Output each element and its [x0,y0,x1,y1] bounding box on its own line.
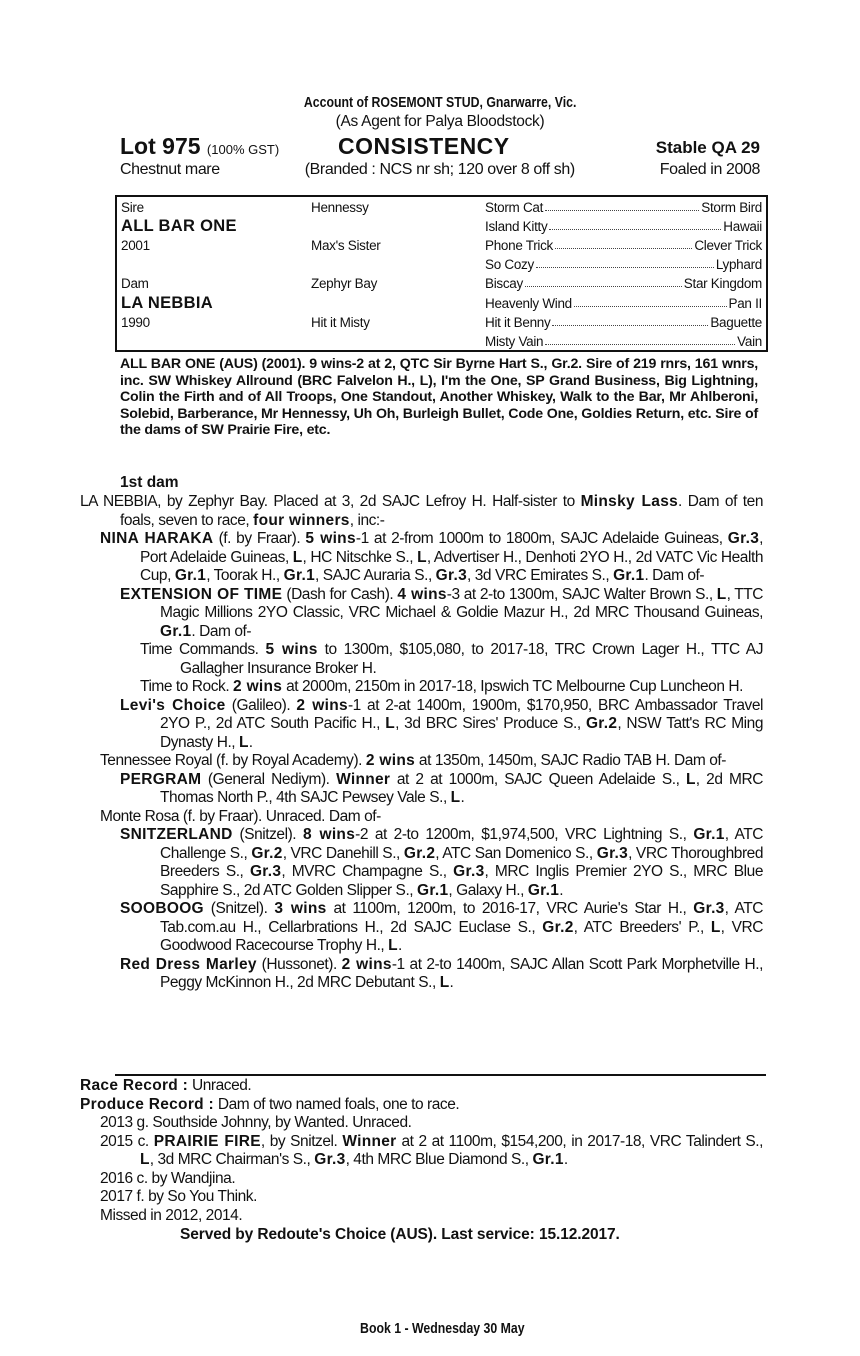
bold-text: 5 wins [265,641,318,658]
pedigree-col1: LA NEBBIA [121,293,213,312]
bold-text: L [450,789,461,806]
text: , 3d VRC Emirates S., [467,567,614,584]
pedigree-row [121,255,762,274]
bold-text: PERGRAM [120,770,202,788]
text: -1 at 2-to 1400m, SAJC Allan Scott Park Morphetville H., Peggy McKinnon H., 2d MRC Debutant S., [160,955,763,991]
catalogue-paragraph [80,752,763,771]
bold-text: L [140,1151,150,1168]
text: LA NEBBIA, by Zephyr Bay. Placed at 3, 2d SAJC Lefroy H. Half-sister to [80,493,581,510]
ancestor-sire: Pan II [728,295,762,311]
text: Missed in 2012, 2014. [100,1206,243,1224]
agent-note: (As Agent for Palya Bloodstock) [335,113,545,130]
text: , HC Nitschke S., [302,548,418,566]
text: , Port Adelaide Guineas, [140,530,763,566]
text: (f. by Fraar). [213,530,306,547]
catalogue-paragraph [80,697,763,753]
pedigree-col3 [485,200,762,215]
text: , 3d BRC Sires' Produce S., [395,715,586,732]
bold-text: 2 wins [341,955,392,973]
pedigree-row [121,217,762,236]
pedigree-col2: Max's Sister [311,238,381,254]
text: . [563,1151,568,1168]
dot-leader [525,276,682,287]
gst-note: (100% GST) [206,142,280,157]
bold-text: Gr.1 [613,567,645,584]
sire-summary: ALL BAR ONE (AUS) (2001). 9 wins-2 at 2, QTC Sir Byrne Hart S., Gr.2. Sire of 219 rnrs, 161 wnrs, inc. SW Whiskey Allround (BRC Falvelon H., L), I'm the One, SP Grand Business, Big Lightning, Colin the Firth and of All Troops, One Standout, Another Whiskey, Walk to the Bar, Mr Ahlberoni, Solebid, Barberance, Mr Hennessy, Uh Oh, Burleigh Bullet, Code One, Goldies Return, etc. Sire of the dams of SW Prairie Fire, etc. [120,356,758,438]
foaled: Foaled in 2008 [659,161,760,178]
text: . [397,937,402,954]
bold-text: 8 wins [302,826,356,843]
bold-text: 3 wins [274,900,327,917]
text: . Dam of ten foals, seven to race, [120,493,763,529]
pedigree-table [115,195,768,352]
text: , ATC Breeders' P., [573,918,711,936]
ancestor-sire: Storm Bird [701,200,762,215]
ancestor: Hit it Benny [485,314,551,330]
pedigree-col2: Hennessy [311,200,369,215]
pedigree-row [121,274,762,293]
bold-text: L [239,733,249,751]
bold-text: Gr.3 [453,863,485,880]
stable-number: Stable QA 29 [655,138,760,157]
colour-sex: Chestnut mare [120,161,220,178]
bold-text: SOOBOOG [120,900,204,917]
text: at 2000m, 2150m in 2017-18, Ipswich TC Melbourne Cup Luncheon H. [282,678,743,695]
text: 2015 c. [100,1132,154,1150]
text: -2 at 2-to 1200m, $1,974,500, VRC Lightning S., [355,826,694,843]
dot-leader [574,296,727,307]
text: Unraced. [188,1077,252,1094]
dot-leader [549,219,721,230]
bold-text: 5 wins [305,530,356,547]
bold-text: Gr.1 [693,826,725,843]
bold-text: 2 wins [296,696,348,714]
pedigree-row [121,198,762,217]
pedigree-col1: Sire [121,200,144,215]
ancestor: Storm Cat [485,200,544,215]
text: , inc:- [349,511,385,529]
text: , Galaxy H., [448,881,528,899]
catalogue-paragraph [80,586,763,642]
bold-text: Gr.1 [532,1151,564,1168]
text: , 4th MRC Blue Diamond S., [345,1151,533,1168]
vendor-account [0,94,860,111]
pedigree-col3 [485,219,762,234]
ancestor: Phone Trick [485,238,553,254]
text: -3 at 2-to 1300m, SAJC Walter Brown S., [446,585,717,603]
bold-text: Race Record : [80,1077,189,1094]
catalogue-paragraph [80,641,763,678]
text: at 1100m, 1200m, to 2016-17, VRC Aurie's Star H., [326,900,694,917]
bold-text: Gr.1 [174,567,207,584]
bold-text: 4 wins [397,585,447,603]
pedigree-row [121,294,762,313]
text: Tennessee Royal (f. by Royal Academy). [100,752,366,769]
bold-text: Gr.1 [283,567,315,584]
text: (Snitzel). [203,900,275,917]
text: 2013 g. Southside Johnny, by Wanted. Unraced. [100,1114,412,1131]
bold-text: L [716,585,727,603]
text: (Snitzel). [232,826,303,843]
bold-text: Winner [336,770,391,788]
bold-text: L [417,548,427,566]
first-dam-heading: 1st dam [120,474,179,491]
bold-text: Gr.3 [693,900,725,917]
pedigree-col2: Hit it Misty [311,314,370,330]
text: , MRC Inglis Premier 2YO S., MRC Blue Sapphire S., 2d ATC Golden Slipper S., [160,863,763,899]
text: , VRC Danehill S., [282,844,404,862]
bold-text: Gr.2 [542,918,574,936]
bold-text: Gr.3 [596,844,629,862]
catalogue-paragraph [80,956,763,993]
catalogue-paragraph [80,1114,763,1133]
horse-name: CONSISTENCY [338,133,510,159]
pedigree-col1: Dam [121,276,149,292]
bold-text: Produce Record : [80,1095,214,1113]
catalogue-paragraph [80,900,763,956]
bold-text: Red Dress Marley [120,955,257,973]
bold-text: Gr.1 [160,622,192,640]
ancestor-sire: Lyphard [715,257,762,273]
pedigree-col2: Zephyr Bay [311,276,378,292]
bold-text: 2 wins [365,752,416,769]
ancestor-sire: Vain [737,333,762,349]
text: , 3d MRC Chairman's S., [149,1151,315,1168]
ancestor-sire: Star Kingdom [683,276,762,292]
ancestor: Island Kitty [485,219,548,235]
bold-text: Winner [342,1132,397,1150]
catalogue-paragraph [80,1207,763,1226]
bold-text: PRAIRIE FIRE [153,1132,261,1150]
catalogue-paragraph [80,808,763,827]
pedigree-col3 [485,315,762,330]
catalogue-paragraph [80,1096,763,1115]
dot-leader [555,238,692,249]
footer-text: Book 1 - Wednesday 30 May [359,1320,525,1337]
catalogue-paragraph [80,678,763,697]
text: , by Snitzel. [260,1132,343,1150]
dot-leader [536,257,714,268]
page-footer [0,1320,860,1337]
bold-text: Gr.1 [417,881,449,899]
pedigree-col3 [485,334,762,349]
bold-text: Gr.3 [727,530,760,547]
bold-text: four winners [253,511,350,529]
text: (Dash for Cash). [282,585,398,603]
records-list [80,1077,763,1225]
bold-text: NINA HARAKA [100,530,214,547]
first-dam-section [80,493,764,993]
bold-text: L [385,715,396,732]
text: (Galileo). [225,696,297,714]
text: , Advertiser H., Denhoti 2YO H., 2d VATC Vic Health Cup, [140,548,763,584]
text: . Dam of- [644,567,705,584]
dot-leader [545,200,699,211]
text: to 1300m, $105,080, to 2017-18, TRC Crown Lager H., TTC AJ Gallagher Insurance Broker H. [180,641,763,677]
pedigree-col1: ALL BAR ONE [121,217,237,236]
bold-text: Minsky Lass [580,493,679,510]
bold-text: Gr.2 [585,715,618,732]
text: (General Nediym). [201,770,337,788]
text: Time to Rock. [140,678,234,695]
pedigree-row [121,332,762,351]
text: , TTC Magic Millions 2YO Classic, VRC Michael & Goldie Mazur H., 2d MRC Thousand Guineas, [160,585,764,621]
divider [115,1074,766,1076]
text: (Hussonet). [256,955,342,973]
catalogue-paragraph [80,1188,763,1207]
catalogue-paragraph [80,493,763,530]
bold-text: Gr.3 [249,863,282,880]
bold-text: Gr.3 [435,567,468,584]
text: . Dam of- [191,622,252,640]
text: -1 at 2-at 1400m, 1900m, $170,950, BRC Ambassador Travel 2YO P., 2d ATC South Pacific H., [160,696,763,732]
pedigree-col3 [485,238,762,253]
text: at 2 at 1000m, SAJC Queen Adelaide S., [390,770,686,788]
pedigree-col3 [485,276,762,291]
text: . [248,733,253,751]
dot-leader [552,315,708,326]
records-section [80,1077,763,1244]
text: , VRC Thoroughbred Breeders S., [160,844,763,880]
ancestor: Heavenly Wind [485,295,572,311]
catalogue-paragraph [80,826,763,900]
catalogue-paragraph [80,1077,763,1096]
text: -1 at 2-from 1000m to 1800m, SAJC Adelaide Guineas, [355,530,728,547]
dot-leader [545,334,735,345]
text: , ATC Tab.com.au H., Cellarbrations H., 2d SAJC Euclase S., [160,900,763,936]
vendor-account-text: Account of ROSEMONT STUD, Gnarwarre, Vic. [303,94,577,111]
lot-number [120,133,279,160]
text: . [460,789,465,806]
ancestor-sire: Hawaii [723,219,762,235]
catalogue-paragraph [80,771,763,808]
text: Monte Rosa (f. by Fraar). Unraced. Dam of- [100,807,381,825]
ancestor: Biscay [485,276,523,292]
catalogue-paragraph [80,1133,763,1170]
bold-text: L [439,974,450,991]
text: at 1350m, 1450m, SAJC Radio TAB H. Dam of- [415,752,726,769]
lot-label: Lot 975 [120,133,201,159]
bold-text: L [710,918,721,936]
ancestor-sire: Baguette [710,314,762,330]
bold-text: L [292,548,303,566]
text: , 2d MRC Thomas North P., 4th SAJC Pewsey Vale S., [160,770,763,806]
text: 2016 c. by Wandjina. [100,1169,236,1187]
ancestor-sire: Clever Trick [694,238,762,254]
text: 2017 f. by So You Think. [100,1188,257,1205]
text: , Toorak H., [206,567,284,584]
bold-text: 2 wins [233,678,283,695]
text: Time Commands. [140,641,266,658]
bold-text: Gr.2 [251,844,283,862]
bold-text: SNITZERLAND [120,826,233,843]
text: at 2 at 1100m, $154,200, in 2017-18, VRC Talindert S., [396,1132,763,1150]
bold-text: Gr.2 [403,844,436,862]
brand: (Branded : NCS nr sh; 120 over 8 off sh) [304,161,575,178]
bold-text: Levi's Choice [120,696,226,714]
text: Dam of two named foals, one to race. [214,1095,460,1113]
text: , MVRC Champagne S., [281,863,454,880]
ancestor: So Cozy [485,257,534,273]
bold-text: Gr.3 [314,1151,346,1168]
text: , VRC Goodwood Racecourse Trophy H., [160,918,763,954]
pedigree-row [121,313,762,332]
horse-description [120,161,760,179]
pedigree-col3 [485,257,762,272]
pedigree-col1: 2001 [121,238,150,254]
text: , ATC San Domenico S., [435,844,597,862]
text: , NSW Tatt's RC Ming Dynasty H., [160,715,764,751]
bold-text: L [685,770,696,788]
bold-text: EXTENSION OF TIME [120,585,283,603]
text: . [559,881,564,899]
bold-text: Gr.1 [527,881,560,899]
served-note: Served by Redoute's Choice (AUS). Last service: 15.12.2017. [180,1226,620,1243]
pedigree-col1: 1990 [121,314,150,330]
pedigree-col3 [485,296,762,311]
text: . [449,974,454,991]
text: , SAJC Auraria S., [315,567,436,584]
bold-text: L [388,937,398,954]
text: , ATC Challenge S., [160,826,764,862]
ancestor: Misty Vain [485,333,544,349]
catalogue-paragraph [80,1170,763,1189]
pedigree-row [121,236,762,255]
catalogue-paragraph [80,530,763,586]
